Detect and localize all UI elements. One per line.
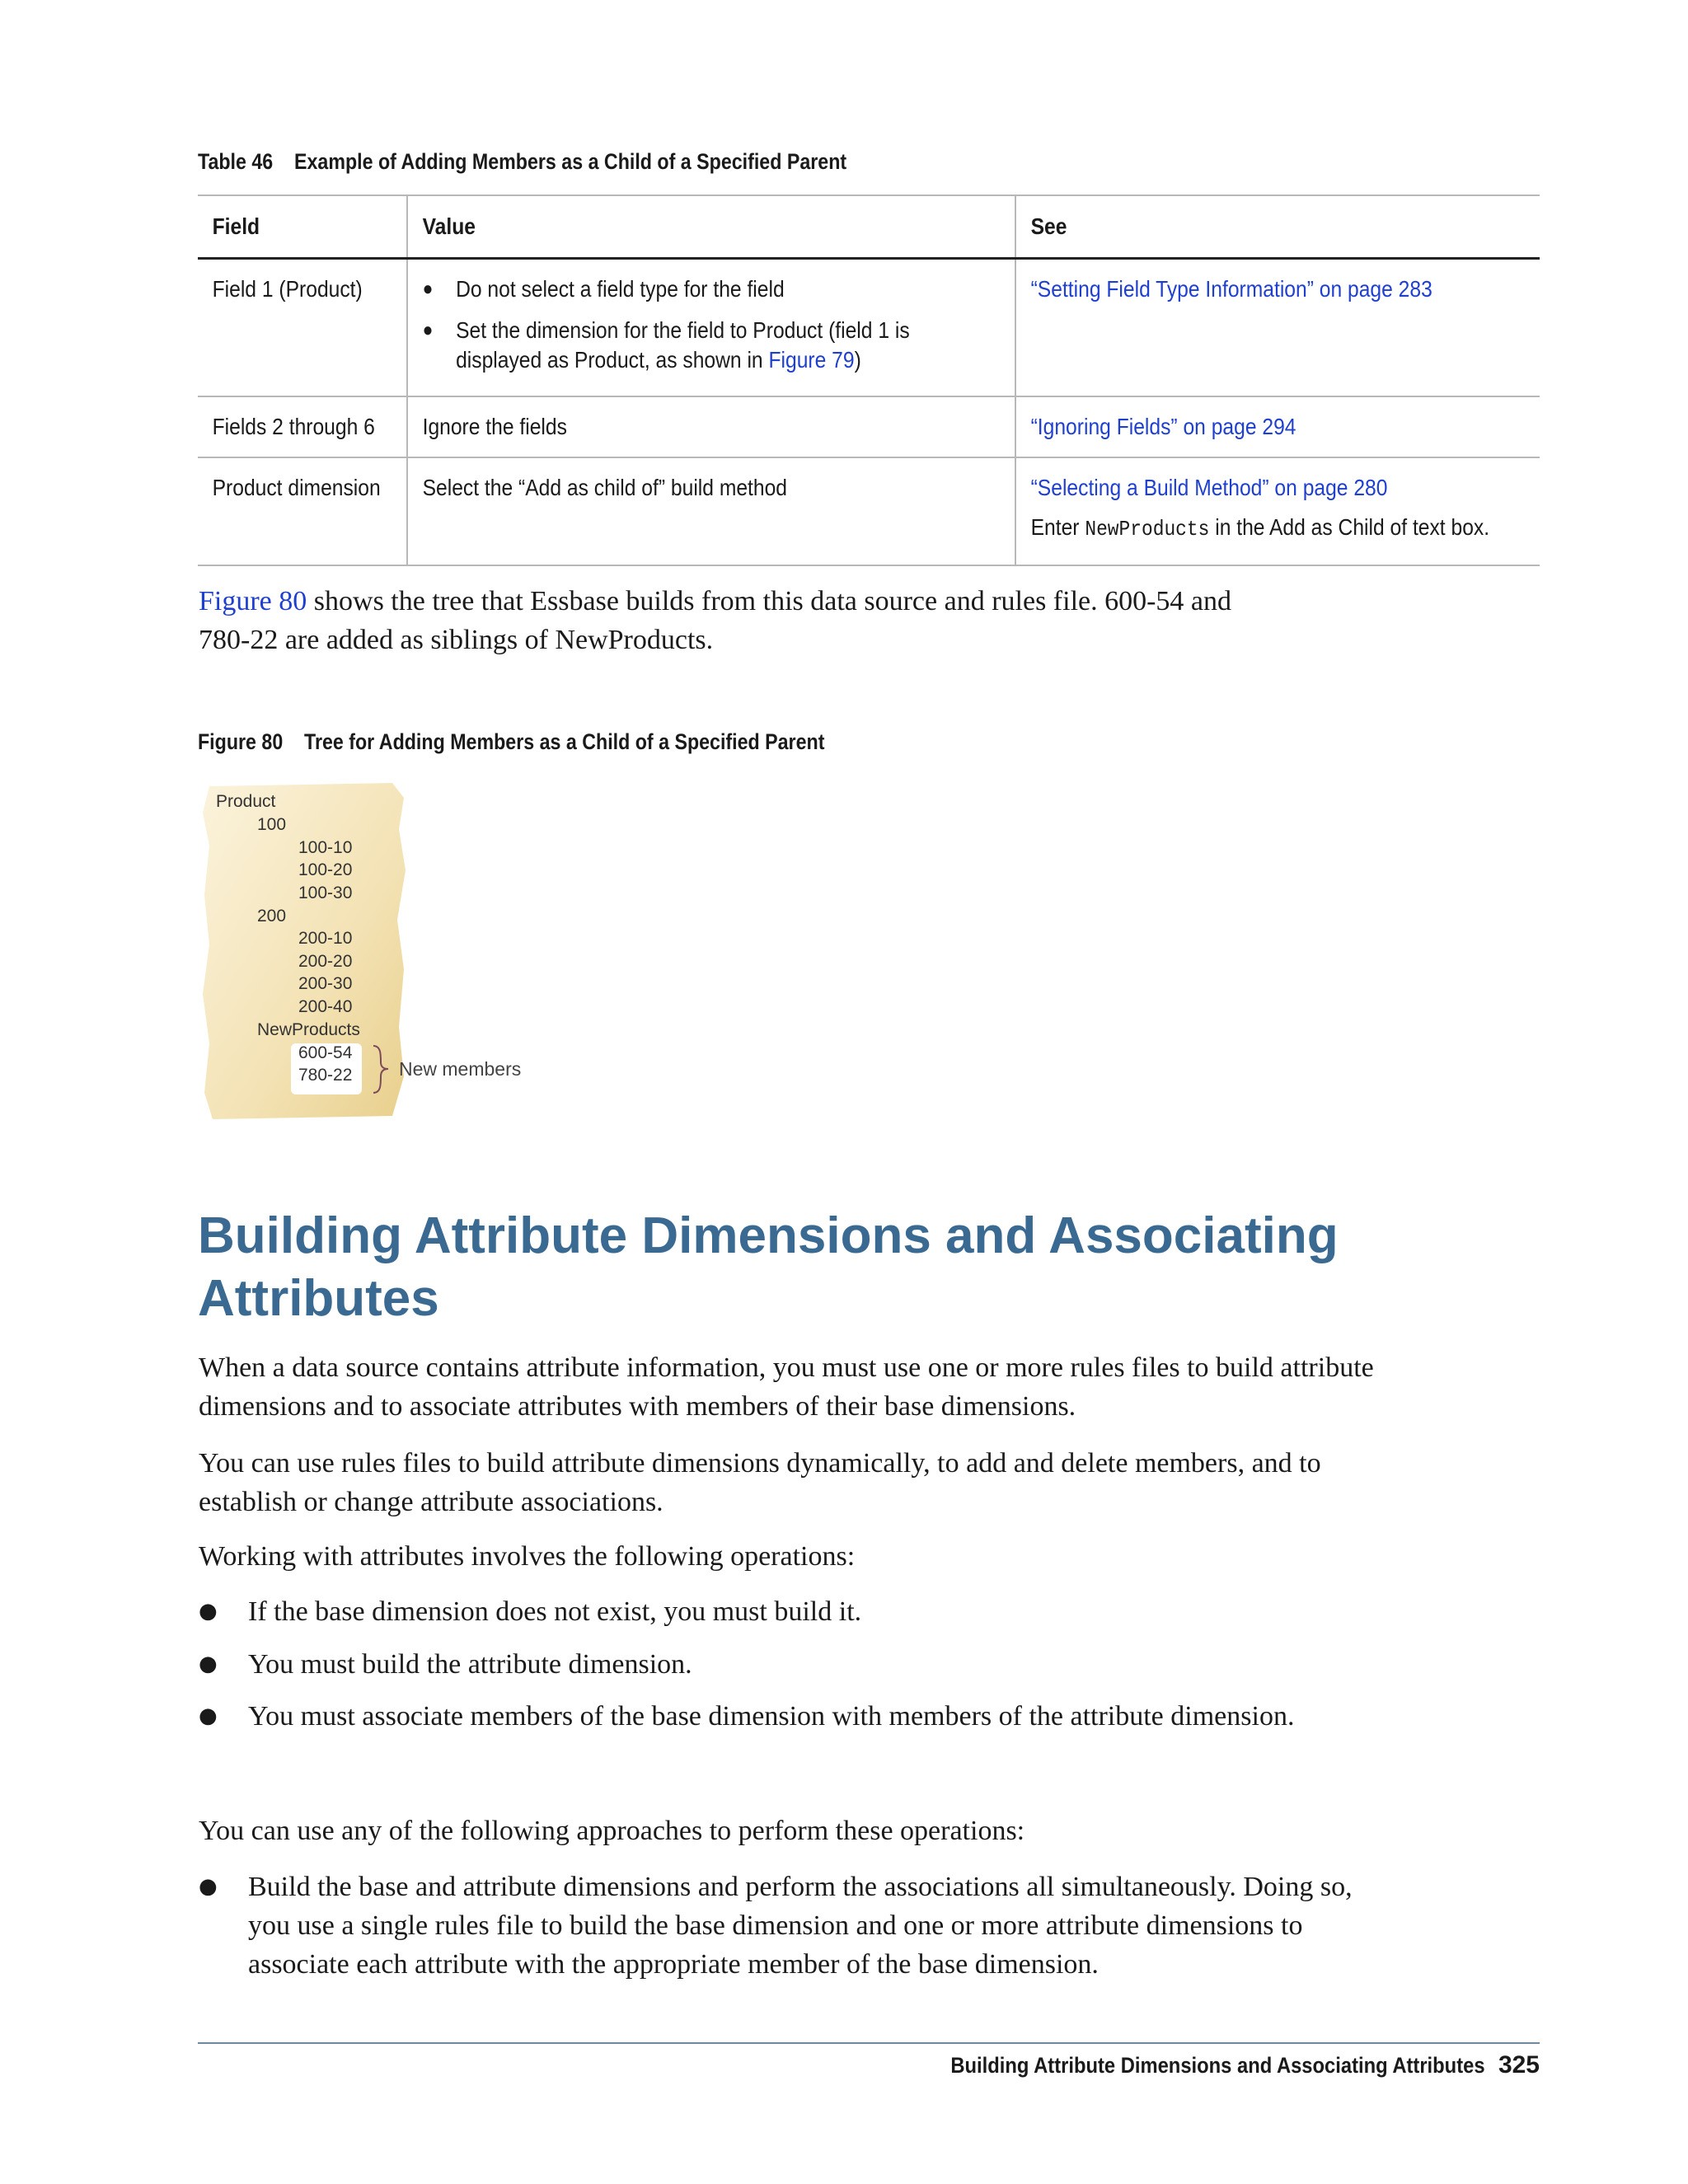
footer-title: Building Attribute Dimensions and Associating Attributes <box>950 2053 1485 2078</box>
see-note: Enter NewProducts in the Add as Child of text box. <box>1030 513 1490 541</box>
setting-field-type-link[interactable]: “Setting Field Type Information” on page 283 <box>1030 276 1432 302</box>
list-item: ● You must associate members of the base dimension with members of the attribute dimension. <box>199 1697 1320 1736</box>
bullet-icon: ● <box>199 1874 218 1899</box>
cell-see <box>1015 396 1540 457</box>
header-see: See <box>1015 195 1540 259</box>
page-number: 325 <box>1498 2051 1540 2079</box>
paragraph: Working with attributes involves the following operations: <box>199 1541 856 1572</box>
tree-node: 200-40 <box>298 997 353 1016</box>
tree-node: 100-30 <box>298 883 353 902</box>
tree-node-new: 780-22 <box>298 1066 353 1085</box>
table-row <box>198 259 1540 396</box>
selecting-build-method-link[interactable]: “Selecting a Build Method” on page 280 <box>1030 474 1388 500</box>
figure-reference-paragraph: Figure 80 shows the tree that Essbase builds from this data source and rules file. 600-54 and 780-22 are added as siblings of NewProducts. <box>199 586 1232 655</box>
list-item: ● If the base dimension does not exist, you must build it. <box>199 1592 1386 1631</box>
new-members-callout: New members <box>399 1058 522 1080</box>
table-row <box>198 457 1540 565</box>
header-value: Value <box>407 195 1015 259</box>
cell-value: Select the “Add as child of” build method <box>407 457 1015 565</box>
ignoring-fields-link[interactable]: “Ignoring Fields” on page 294 <box>1030 413 1296 439</box>
list-item: ● You must build the attribute dimension. <box>199 1645 1386 1684</box>
list-item: ● Set the dimension for the field to Product (field 1 is displayed as Product, as shown in Figure 79) <box>423 316 942 375</box>
bullet-icon: ● <box>199 1652 218 1676</box>
tree-node: 200-20 <box>298 952 353 971</box>
tree-node: 100-20 <box>298 860 353 879</box>
table-header-row <box>198 195 1540 259</box>
section-heading: Building Attribute Dimensions and Associating Attributes <box>198 1207 1339 1327</box>
tree-node: 100-10 <box>298 838 353 857</box>
cell-value <box>407 259 1015 396</box>
paragraph: You can use any of the following approaches to perform these operations: <box>199 1816 1025 1846</box>
cell-value: Ignore the fields <box>407 396 1015 457</box>
table-caption <box>198 149 846 175</box>
cell-field: Product dimension <box>198 457 407 565</box>
bullet-icon: ● <box>199 1704 218 1728</box>
figure-caption-title: Tree for Adding Members as a Child of a Specified Parent <box>304 729 825 754</box>
table-46 <box>198 194 1540 566</box>
page-footer <box>878 2051 1540 2079</box>
tree-node: 200 <box>257 907 287 926</box>
figure-caption <box>198 729 824 755</box>
list-item: ● Do not select a field type for the field <box>423 274 942 304</box>
footer-rule <box>198 2042 1540 2044</box>
figure-79-link[interactable]: Figure 79 <box>768 347 855 373</box>
bullet-icon: ● <box>199 1599 218 1624</box>
table-row <box>198 396 1540 457</box>
cell-field: Fields 2 through 6 <box>198 396 407 457</box>
table-caption-number: Table 46 <box>198 149 274 174</box>
tree-node: NewProducts <box>257 1020 360 1039</box>
cell-see <box>1015 259 1540 396</box>
cell-field: Field 1 (Product) <box>198 259 407 396</box>
tree-node-new: 600-54 <box>298 1043 353 1062</box>
list-item: ● Build the base and attribute dimensions and perform the associations all simultaneously. Doing so, you use a single rules file to build the base dimension and one or more attribute dimensions to associate each attribute with the appropriate member of the base dimension. <box>199 1868 1386 1984</box>
tree-figure <box>198 780 560 1126</box>
paragraph: You can use rules files to build attribute dimensions dynamically, to add and delete members, and to establish or change attribute associations. <box>199 1448 1321 1517</box>
figure-caption-number: Figure 80 <box>198 729 284 754</box>
table-caption-title: Example of Adding Members as a Child of a Specified Parent <box>294 149 847 174</box>
paragraph: When a data source contains attribute information, you must use one or more rules files to build attribute dimensions and to associate attributes with members of their base dimensions. <box>199 1352 1374 1422</box>
figure-80-link[interactable]: Figure 80 <box>199 586 307 616</box>
tree-node: 200-10 <box>298 929 353 948</box>
tree-node-root: Product <box>216 792 276 811</box>
tree-node: 200-30 <box>298 974 353 993</box>
cell-see <box>1015 457 1540 565</box>
tree-node: 100 <box>257 815 287 834</box>
header-field: Field <box>198 195 407 259</box>
